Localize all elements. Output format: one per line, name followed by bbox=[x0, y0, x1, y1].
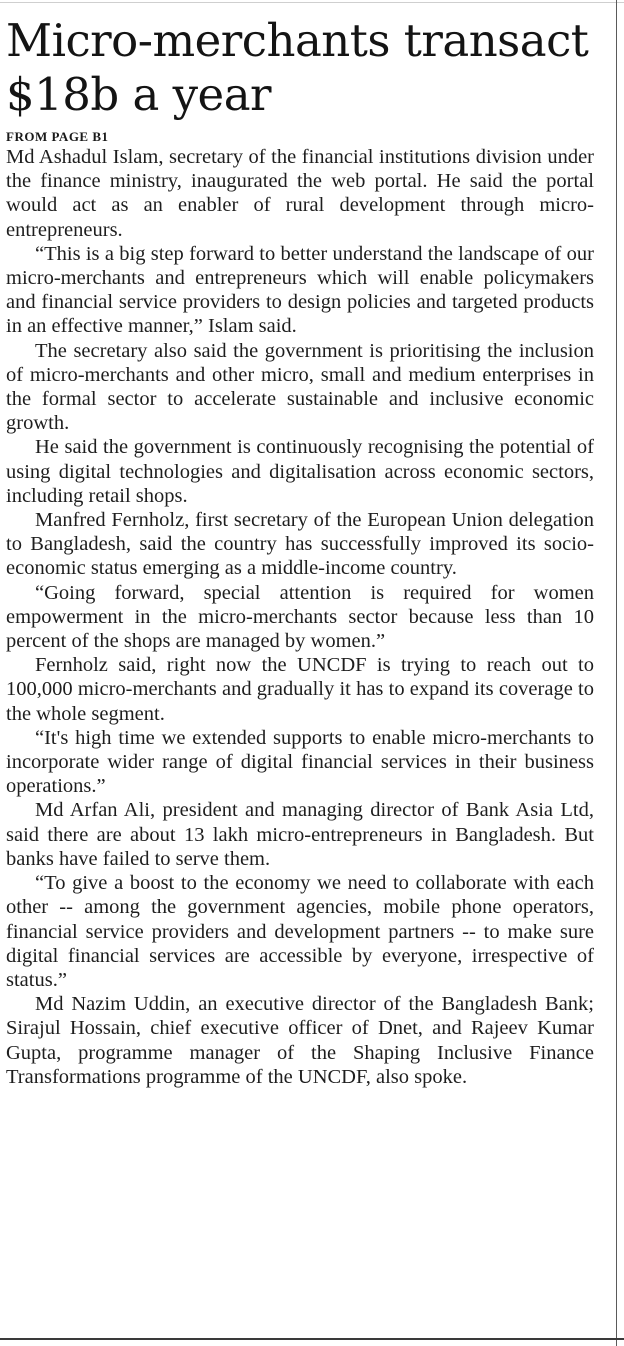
news-article bbox=[6, 14, 594, 1089]
article-paragraph: “To give a boost to the economy we need to collaborate with each other -- among the government agencies, mobile phone operators, financial service providers and development partners -- to make sure digital financial services are accessible by everyone, irrespective of status.” bbox=[6, 872, 594, 991]
article-paragraph: He said the government is continuously recognising the potential of using digital technologies and digitalisation across economic sectors, including retail shops. bbox=[6, 436, 594, 507]
article-headline: Micro-merchants transact $18b a year bbox=[6, 14, 589, 121]
column-divider bbox=[616, 0, 617, 1346]
jump-line: FROM PAGE B1 bbox=[6, 129, 109, 144]
top-divider bbox=[0, 2, 624, 3]
article-paragraph: Md Ashadul Islam, secretary of the financial institutions division under the finance ministry, inaugurated the web portal. He said the portal would act as an enabler of rural development through micro-entrepreneurs. bbox=[6, 146, 594, 241]
bottom-divider bbox=[0, 1338, 624, 1340]
article-paragraph: The secretary also said the government is prioritising the inclusion of micro-merchants and other micro, small and medium enterprises in the formal sector to accelerate sustainable and inclusive economic growth. bbox=[6, 339, 594, 435]
article-paragraph: “Going forward, special attention is required for women empowerment in the micro-merchants sector because less than 10 percent of the shops are managed by women.” bbox=[6, 581, 594, 653]
article-paragraph: “This is a big step forward to better understand the landscape of our micro-merchants and entrepreneurs which will enable policymakers and financial service providers to design policies and targeted products in an effective manner,” Islam said. bbox=[6, 242, 594, 338]
article-paragraph: Md Nazim Uddin, an executive director of the Bangladesh Bank; Sirajul Hossain, chief executive officer of Dnet, and Rajeev Kumar Gupta, programme manager of the Shaping Inclusive Finance Transformations programme of the UNCDF, also spoke. bbox=[6, 993, 594, 1088]
article-paragraph: “It's high time we extended supports to enable micro-merchants to incorporate wider range of digital financial services in their business operations.” bbox=[6, 726, 594, 798]
article-paragraph: Manfred Fernholz, first secretary of the European Union delegation to Bangladesh, said the country has successfully improved its socio-economic status emerging as a middle-income country. bbox=[6, 509, 594, 580]
article-paragraph: Fernholz said, right now the UNCDF is trying to reach out to 100,000 micro-merchants and gradually it has to expand its coverage to the whole segment. bbox=[6, 654, 594, 725]
article-paragraph: Md Arfan Ali, president and managing director of Bank Asia Ltd, said there are about 13 lakh micro-entrepreneurs in Bangladesh. But banks have failed to serve them. bbox=[6, 799, 594, 870]
article-body bbox=[6, 145, 594, 1089]
